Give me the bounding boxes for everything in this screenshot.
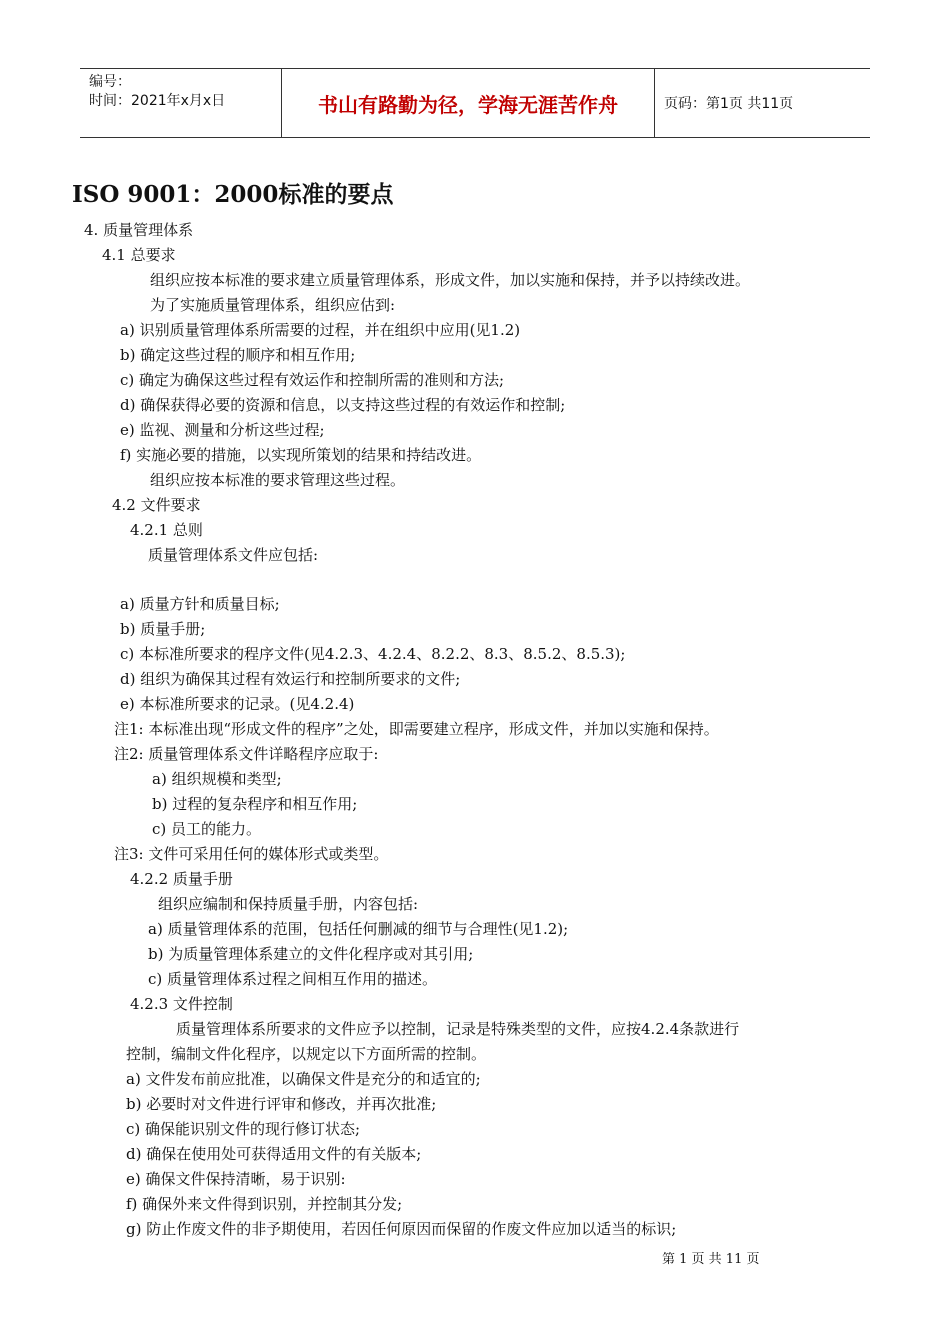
body-line: d) 确保获得必要的资源和信息，以支持这些过程的有效运作和控制; [120,396,566,414]
body-line: 质量管理体系文件应包括: [148,546,319,564]
body-line: 注1: 本标准出现“形成文件的程序”之处，即需要建立程序，形成文件，并加以实施和保持。 [114,720,719,738]
body-line: c) 确定为确保这些过程有效运作和控制所需的准则和方法; [120,371,505,389]
page-footer: 第 1 页 共 11 页 [662,1252,760,1267]
body-line: c) 员工的能力。 [152,820,262,838]
body-line: a) 质量方针和质量目标; [120,595,280,613]
body-line: c) 确保能识别文件的现行修订状态; [126,1120,361,1138]
body-line: 组织应编制和保持质量手册，内容包括: [158,895,419,913]
header-motto: 书山有路勤为径，学海无涯苦作舟 [282,69,655,137]
body-line: b) 为质量管理体系建立的文件化程序或对其引用; [148,945,474,963]
body-line: 质量管理体系所要求的文件应予以控制，记录是特殊类型的文件，应按4.2.4条款进行 [176,1020,740,1038]
body-line: g) 防止作废文件的非予期使用，若因任何原因而保留的作废文件应加以适当的标识; [126,1220,677,1238]
body-line: a) 识别质量管理体系所需要的过程，并在组织中应用(见1.2) [120,321,521,339]
header-meta-cell [80,69,282,137]
body-line: c) 本标准所要求的程序文件(见4.2.3、4.2.4、8.2.2、8.3、8.5.2、8.5.3); [120,645,626,663]
body-line: b) 确定这些过程的顺序和相互作用; [120,346,356,364]
document-title: ISO 9001：2000标准的要点 [72,181,394,208]
body-line: b) 过程的复杂程序和相互作用; [152,795,358,813]
body-line: d) 组织为确保其过程有效运行和控制所要求的文件; [120,670,461,688]
body-line: 4.2.3 文件控制 [130,995,233,1013]
body-line: 控制，编制文件化程序，以规定以下方面所需的控制。 [126,1045,487,1063]
body-line: 注2: 质量管理体系文件详略程序应取于: [114,745,379,763]
body-line: b) 质量手册; [120,620,206,638]
body-line: 4.2.1 总则 [130,521,203,539]
body-line: 注3: 文件可采用任何的媒体形式或类型。 [114,845,389,863]
body-line: c) 质量管理体系过程之间相互作用的描述。 [148,970,438,988]
page-header [80,68,870,138]
body-line: 4.2.2 质量手册 [130,870,233,888]
document-date: 时间：2021年x月x日 [89,93,226,109]
body-line: 组织应按本标准的要求管理这些过程。 [150,471,406,489]
body-line: f) 实施必要的措施，以实现所策划的结果和持结改进。 [120,446,482,464]
body-line: 4.2 文件要求 [112,496,201,514]
document-number-label: 编号： [89,74,131,90]
body-line: a) 质量管理体系的范围，包括任何删减的细节与合理性(见1.2); [148,920,569,938]
body-line: 4.1 总要求 [102,246,176,264]
body-line: a) 文件发布前应批准，以确保文件是充分的和适宜的; [126,1070,481,1088]
body-line: f) 确保外来文件得到识别，并控制其分发; [126,1195,403,1213]
body-line: e) 本标准所要求的记录。(见4.2.4) [120,695,355,713]
body-line: e) 监视、测量和分析这些过程; [120,421,325,439]
body-line: 组织应按本标准的要求建立质量管理体系，形成文件，加以实施和保持，并予以持续改进。 [150,271,751,289]
body-line: e) 确保文件保持清晰，易于识别: [126,1170,346,1188]
body-line: a) 组织规模和类型; [152,770,282,788]
body-line: d) 确保在使用处可获得适用文件的有关版本; [126,1145,422,1163]
body-line: 4. 质量管理体系 [84,221,194,239]
header-page-info: 页码：第1页 共11页 [664,96,794,112]
body-line: 为了实施质量管理体系，组织应估到: [150,296,396,314]
body-line: b) 必要时对文件进行评审和修改，并再次批准; [126,1095,437,1113]
